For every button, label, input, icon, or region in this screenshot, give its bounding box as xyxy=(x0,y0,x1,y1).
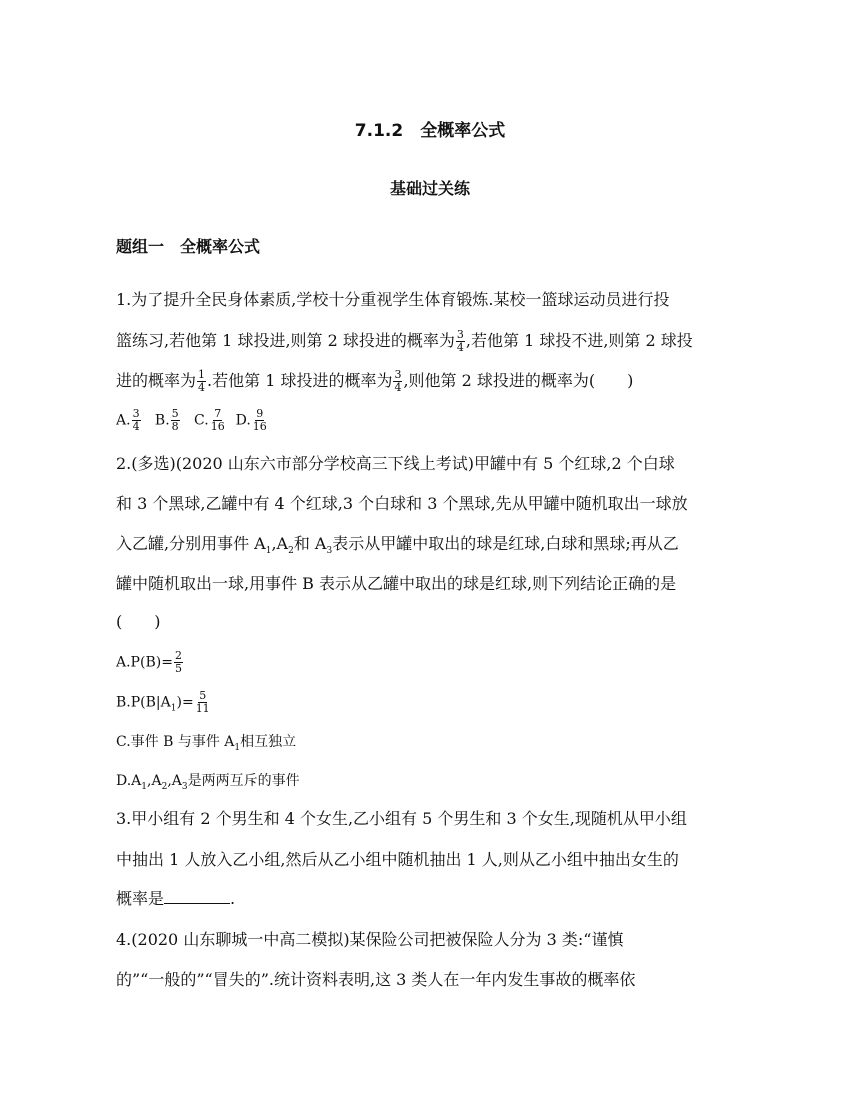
q2-option-a: A.P(B)= $\frac{2}{5}$ xyxy=(116,650,182,675)
page-subtitle: 基础过关练 xyxy=(389,179,470,198)
section-heading: 题组一 全概率公式 xyxy=(116,237,261,256)
option-a-label: A. xyxy=(116,412,131,429)
fraction: $\frac{3}{4}$ xyxy=(394,369,402,394)
q2-option-c: C.事件 B 与事件 $A_1$相互独立 xyxy=(116,734,297,753)
q2-option-b: $B.P(B|A_1)=$ $\frac{5}{11}$ xyxy=(116,690,210,715)
q2-option-d: $D.A_1,A_2,A_3$是两两互斥的事件 xyxy=(116,773,300,792)
q3-line-3: 概率是 . xyxy=(116,889,236,908)
fraction: $\frac{9}{16}$ xyxy=(252,408,267,433)
q2-line-2: 和 3 个黑球,乙罐中有 4 个红球,3 个白球和 3 个黑球,先从甲罐中随机取出一球放 xyxy=(116,494,688,513)
q1-line-1: 1.为了提升全民身体素质,学校十分重视学生体育锻炼.某校一篮球运动员进行投 xyxy=(116,290,670,309)
answer-blank[interactable] xyxy=(164,889,230,904)
q4-line-1: 4.(2020 山东聊城一中高二模拟)某保险公司把被保险人分为 3 类:“谨慎 xyxy=(116,930,624,949)
fraction: $\frac{5}{8}$ xyxy=(171,408,179,433)
fraction: $\frac{7}{16}$ xyxy=(210,408,225,433)
q3-line-1: 3.甲小组有 2 个男生和 4 个女生,乙小组有 5 个男生和 3 个女生,现随机从甲小组 xyxy=(116,809,687,828)
option-b-label: B. xyxy=(154,412,170,429)
q2-line-5: ( ) xyxy=(116,612,161,631)
fraction: $\frac{3}{4}$ xyxy=(132,408,140,433)
page-title: 7.1.2 全概率公式 xyxy=(354,121,506,141)
fraction: $\frac{1}{4}$ xyxy=(198,369,206,394)
q2-line-1: 2.(多选)(2020 山东六市部分学校高三下线上考试)甲罐中有 5 个红球,2 个白球 xyxy=(116,454,675,473)
q3-line-2: 中抽出 1 人放入乙小组,然后从乙小组中随机抽出 1 人,则从乙小组中抽出女生的 xyxy=(116,850,679,869)
fraction: $\frac{5}{11}$ xyxy=(195,690,210,715)
q1-line-2: 篮练习,若他第 1 球投进,则第 2 球投进的概率为 $\frac{3}{4}$ ,若他第 1 球投不进,则第 2 球投 xyxy=(116,329,693,354)
fraction: $\frac{2}{5}$ xyxy=(174,650,182,675)
option-d-label: D. xyxy=(235,412,251,429)
q4-line-2: 的”“一般的”“冒失的”.统计资料表明,这 3 类人在一年内发生事故的概率依 xyxy=(116,970,636,989)
option-c-label: C. xyxy=(194,412,209,429)
q2-line-4: 罐中随机取出一球,用事件 B 表示从乙罐中取出的球是红球,则下列结论正确的是 xyxy=(116,574,677,593)
q2-line-3: 入乙罐,分别用事件 $A_1,A_2$和 $A_3$表示从甲罐中取出的球是红球,白球和黑球;再从乙 xyxy=(116,534,679,557)
q1-line-3: 进的概率为 $\frac{1}{4}$ .若他第 1 球投进的概率为 $\frac{3}{4}$ ,则他第 2 球投进的概率为( ) xyxy=(116,369,634,394)
fraction: $\frac{3}{4}$ xyxy=(456,329,464,354)
q1-options xyxy=(116,408,746,433)
